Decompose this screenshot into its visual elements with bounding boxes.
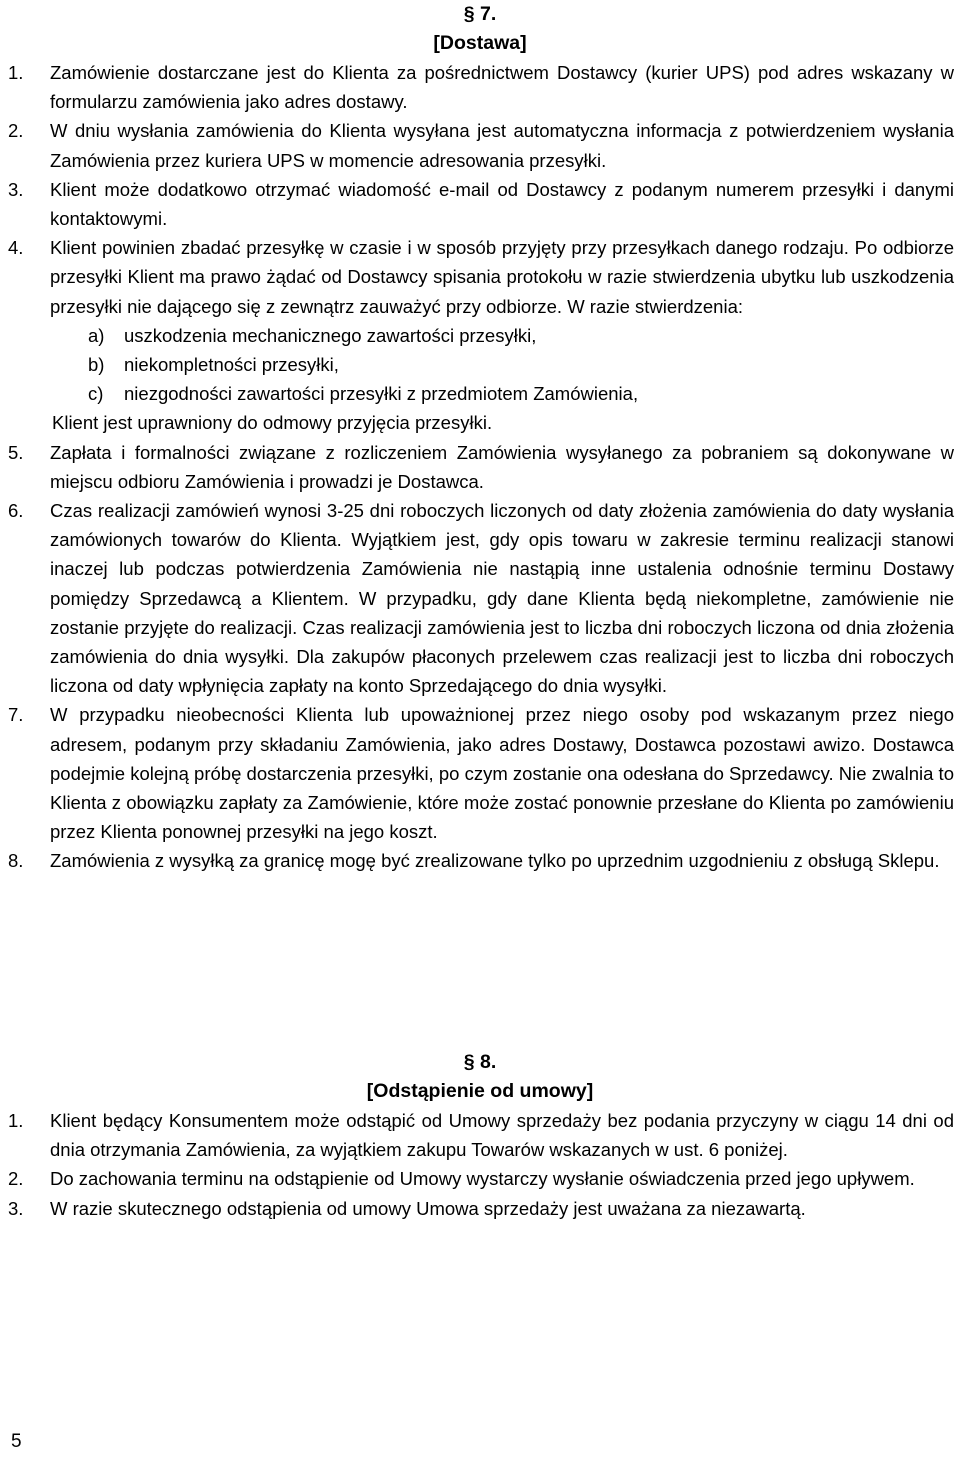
item-text: Klient będący Konsumentem może odstąpić od Umowy sprzedaży bez podania przyczyny w ciągu 14 dni od dnia otrzymania Zamówienia, za wyjątkiem zakupu Towarów wskazanych w ust. 6 poniżej. bbox=[50, 1110, 954, 1161]
item-number: 1. bbox=[8, 1110, 24, 1131]
list-item bbox=[0, 700, 960, 846]
section-title: [Odstąpienie od umowy] bbox=[366, 1080, 594, 1102]
section-heading: § 8. bbox=[463, 1051, 497, 1073]
sub-item-text: niezgodności zawartości przesyłki z przedmiotem Zamówienia, bbox=[124, 383, 639, 405]
sub-item-letter: b) bbox=[88, 354, 105, 376]
item-number: 2. bbox=[8, 120, 24, 142]
item-number: 7. bbox=[8, 704, 24, 726]
list-item bbox=[0, 438, 960, 496]
item-number: 5. bbox=[8, 441, 24, 463]
item-text: W dniu wysłania zamówienia do Klienta wysyłana jest automatyczna informacja z potwierdzeniem wysłania Zamówienia przez kuriera UPS w momencie adresowania przesyłki. bbox=[50, 120, 954, 171]
item-text: W razie skutecznego odstąpienia od umowy Umowa sprzedaży jest uważana za niezawartą. bbox=[50, 1197, 806, 1219]
item-text: W przypadku nieobecności Klienta lub upoważnionej przez niego osoby pod wskazanym przez niego adresem, podanym przy składaniu Zamówienia, jako adres Dostawy, Dostawca pozostawi awizo. Dostawca podejmie kolejną próbę dostarczenia przesyłki, po czym zostanie ona odesłana do Sprzedawcy. Nie zwalnia to Klienta z obowiązku zapłaty za Zamówienie, które może zostać ponownie przesłane do Klienta po zamówieniu przez Klienta ponownej przesyłki na jego koszt. bbox=[50, 704, 954, 843]
item-text: Do zachowania terminu na odstąpienie od Umowy wystarczy wysłanie oświadczenia przed jego upływem. bbox=[50, 1168, 915, 1190]
sub-list bbox=[50, 321, 954, 409]
sub-list-item bbox=[88, 350, 954, 379]
item-number: 8. bbox=[8, 850, 24, 872]
list-item bbox=[0, 175, 960, 233]
section-heading: § 7. bbox=[463, 3, 497, 25]
section-8-list bbox=[0, 1106, 960, 1223]
list-item bbox=[0, 116, 960, 174]
sub-item-text: uszkodzenia mechanicznego zawartości przesyłki, bbox=[124, 324, 537, 346]
sub-item-letter: a) bbox=[88, 324, 105, 346]
item-text: Klient może dodatkowo otrzymać wiadomość e-mail od Dostawcy z podanym numerem przesyłki i danymi kontaktowymi. bbox=[50, 178, 954, 230]
item-conclusion: Klient jest uprawniony do odmowy przyjęcia przesyłki. bbox=[52, 412, 493, 434]
sub-item-letter: c) bbox=[88, 383, 104, 405]
list-item bbox=[0, 846, 960, 875]
list-item bbox=[0, 1164, 960, 1193]
list-item bbox=[0, 1106, 960, 1164]
list-item bbox=[0, 496, 960, 700]
item-number: 6. bbox=[8, 500, 24, 522]
list-item bbox=[0, 1194, 960, 1223]
sub-list-item bbox=[88, 321, 954, 350]
item-number: 2. bbox=[8, 1168, 24, 1190]
item-text: Zapłata i formalności związane z rozliczeniem Zamówienia wysyłanego za pobraniem są dokonywane w miejscu odbioru Zamówienia i prowadzi je Dostawca. bbox=[50, 441, 954, 492]
item-text: Czas realizacji zamówień wynosi 3-25 dni roboczych liczonych od daty złożenia zamówienia do daty wysłania zamówionych towarów do Klienta. Wyjątkiem jest, gdy opis towaru w zakresie terminu realizacji stanowi inaczej lub podczas potwierdzenia Zamówienia nie nastąpią inne ustalenia odnośnie terminu Dostawy pomiędzy Sprzedawcą a Klientem. W przypadku, gdy dane Klienta będą niekompletne, zamówienie nie zostanie przyjęte do realizacji. Czas realizacji zamówienia jest to liczba dni roboczych liczona od dnia złożenia zamówienia do dnia wysyłki. Dla zakupów płaconych przelewem czas realizacji jest to liczba dni roboczych liczona od daty wpłynięcia zapłaty na konto Sprzedającego do dnia wysyłki. bbox=[50, 500, 954, 697]
item-number: 1. bbox=[8, 62, 24, 83]
list-item bbox=[0, 233, 960, 437]
item-number: 3. bbox=[8, 1197, 24, 1219]
item-number: 4. bbox=[8, 237, 24, 259]
item-text: Klient powinien zbadać przesyłkę w czasie i w sposób przyjęty przy przesyłkach danego rodzaju. Po odbiorze przesyłki Klient ma prawo żądać od Dostawcy spisania protokołu w razie stwierdzenia ubytku lub uszkodzenia przesyłki nie dającego się z zewnątrz zauważyć przy odbiorze. W razie stwierdzenia: bbox=[50, 237, 954, 317]
sub-item-text: niekompletności przesyłki, bbox=[124, 354, 339, 376]
item-number: 3. bbox=[8, 178, 24, 200]
section-title: [Dostawa] bbox=[433, 32, 527, 54]
item-text: Zamówienia z wysyłką za granicę mogę być zrealizowane tylko po uprzednim uzgodnieniu z obsługą Sklepu. bbox=[50, 850, 940, 872]
sub-list-item bbox=[88, 379, 954, 408]
item-text: Zamówienie dostarczane jest do Klienta za pośrednictwem Dostawcy (kurier UPS) pod adres wskazany w formularzu zamówienia jako adres dostawy. bbox=[50, 62, 954, 113]
list-item bbox=[0, 58, 960, 116]
section-8 bbox=[0, 1048, 960, 1223]
page-number: 5 bbox=[11, 1431, 22, 1452]
section-7-list bbox=[0, 58, 960, 876]
